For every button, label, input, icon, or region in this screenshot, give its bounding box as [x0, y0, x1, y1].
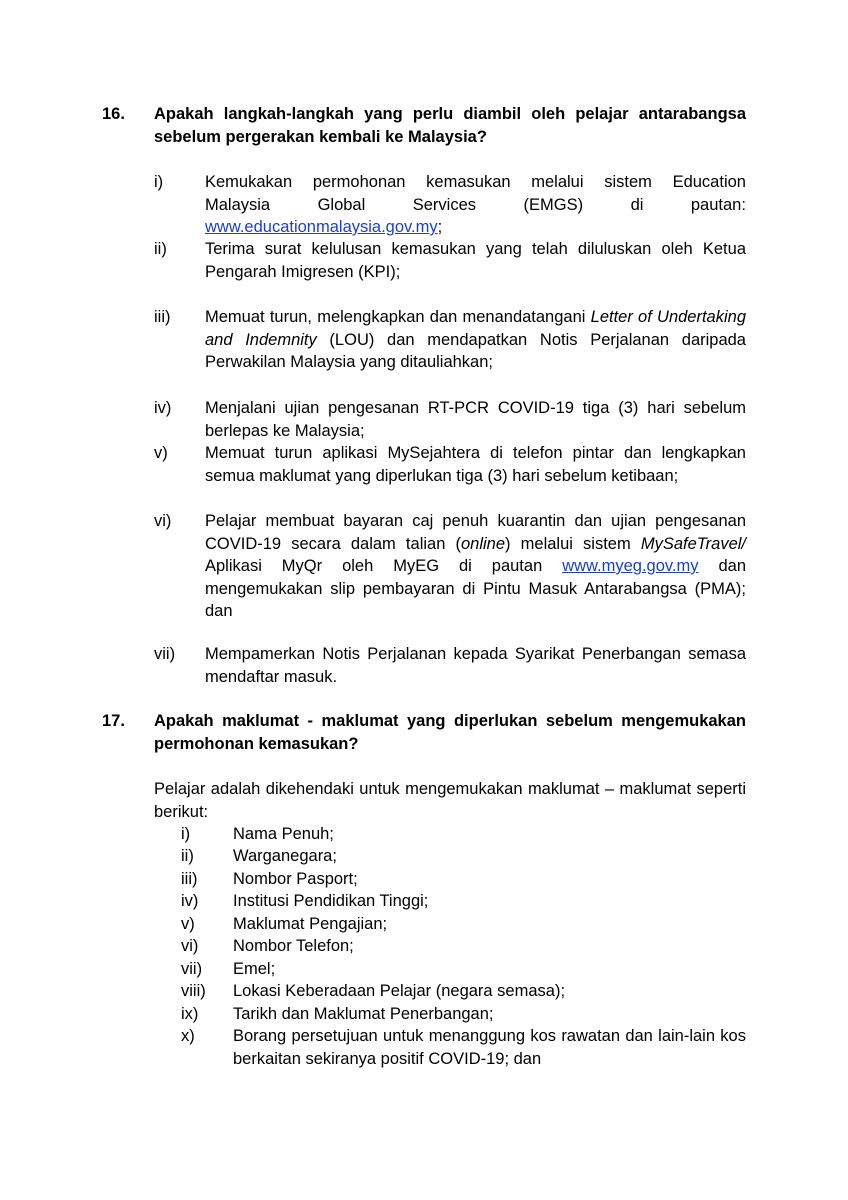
item-number: ii) [181, 847, 194, 865]
word: Malaysia [205, 195, 271, 214]
item-text: Nombor Pasport; [233, 870, 358, 888]
list-item [154, 238, 746, 284]
intro-paragraph: Pelajar adalah dikehendaki untuk mengemukakan maklumat – maklumat seperti berikut: [154, 780, 746, 821]
text-segment: Memuat turun, melengkapkan dan menandatangani [205, 308, 591, 326]
item-number: v) [181, 915, 195, 933]
item-text: Lokasi Keberadaan Pelajar (negara semasa); [233, 982, 566, 1000]
list-item [154, 442, 746, 488]
item-number: v) [154, 444, 168, 462]
item-text: Maklumat Pengajian; [233, 915, 388, 933]
word: Global [317, 195, 366, 214]
punctuation: ; [437, 218, 443, 236]
item-line [205, 171, 746, 194]
item-text [205, 306, 746, 374]
item-text: Emel; [233, 960, 276, 978]
question-17-heading [102, 710, 746, 756]
italic-segment: MySafeTravel/ [640, 534, 746, 553]
item-number: ix) [181, 1005, 199, 1023]
item-text [205, 171, 746, 239]
italic-segment: Letter of Undertaking and Indemnity [205, 308, 747, 349]
question-16-heading [102, 103, 746, 149]
item-text: Terima surat kelulusan kemasukan yang telah diluluskan oleh Ketua Pengarah Imigresen (KPI); [205, 240, 746, 281]
word: permohonan [312, 173, 406, 191]
item-number: iv) [181, 892, 199, 910]
word: kemasukan [426, 173, 511, 191]
word: di [630, 195, 644, 214]
item-number: iv) [154, 399, 172, 417]
word: melalui [531, 173, 584, 191]
text-segment: Pelajar membuat bayaran caj penuh kuarantin dan ujian pengesanan COVID-19 secara dalam talian ( [205, 512, 746, 553]
list-item [154, 510, 746, 624]
item-text: Memuat turun aplikasi MySejahtera di telefon pintar dan lengkapkan semua maklumat yang diperlukan tiga (3) hari sebelum ketibaan; [205, 444, 746, 485]
list-item [154, 171, 746, 239]
list-item [154, 643, 746, 689]
item-text: Mempamerkan Notis Perjalanan kepada Syarikat Penerbangan semasa mendaftar masuk. [205, 645, 746, 686]
question-number: 17. [102, 712, 125, 730]
item-text: Borang persetujuan untuk menanggung kos rawatan dan lain-lain kos berkaitan sekiranya positif COVID-19; dan [233, 1027, 746, 1068]
text-segment: Aplikasi MyQr oleh MyEG di pautan [205, 557, 563, 575]
list-item [181, 1025, 746, 1071]
item-number: vii) [181, 960, 203, 978]
item-number: viii) [181, 982, 206, 1000]
list-item [154, 306, 746, 374]
word: sistem [604, 173, 652, 191]
text-segment: (LOU) dan mendapatkan Notis Perjalanan daripada Perwakilan Malaysia yang ditauliahkan; [205, 330, 746, 371]
emgs-link[interactable]: www.educationmalaysia.gov.my [205, 218, 438, 236]
item-number: i) [181, 825, 191, 843]
question-title: Apakah langkah-langkah yang perlu diambil oleh pelajar antarabangsa sebelum pergerakan kembali ke Malaysia? [154, 105, 746, 146]
item-number: iii) [181, 870, 198, 888]
list-item [154, 397, 746, 443]
item-line [205, 216, 746, 239]
item-text: Nama Penuh; [233, 825, 334, 843]
text-segment: dan mengemukakan slip pembayaran di Pintu Masuk Antarabangsa (PMA); dan [205, 557, 746, 620]
italic-segment: online [461, 534, 506, 553]
item-number: i) [154, 173, 164, 191]
text-segment: ) melalui sistem [505, 534, 641, 553]
item-text: Institusi Pendidikan Tinggi; [233, 892, 429, 910]
myeg-link[interactable]: www.myeg.gov.my [562, 557, 699, 575]
item-number: vi) [181, 937, 199, 955]
item-number: x) [181, 1027, 195, 1045]
word: Services [412, 195, 477, 214]
word: pautan: [690, 195, 746, 214]
item-number: vii) [154, 645, 176, 663]
item-number: iii) [154, 308, 171, 326]
item-text: Tarikh dan Maklumat Penerbangan; [233, 1005, 494, 1023]
question-title: Apakah maklumat - maklumat yang diperlukan sebelum mengemukakan permohonan kemasukan? [154, 712, 746, 753]
word: (EMGS) [523, 195, 584, 214]
item-text: Menjalani ujian pengesanan RT-PCR COVID-19 tiga (3) hari sebelum berlepas ke Malaysia; [205, 399, 746, 440]
item-line [205, 194, 746, 217]
item-text [205, 510, 746, 623]
item-number: ii) [154, 240, 167, 258]
word: Kemukakan [205, 173, 293, 191]
item-number: vi) [154, 512, 172, 530]
question-number: 16. [102, 105, 125, 123]
word: Education [672, 173, 746, 191]
item-text: Warganegara; [233, 847, 337, 865]
item-text: Nombor Telefon; [233, 937, 354, 955]
